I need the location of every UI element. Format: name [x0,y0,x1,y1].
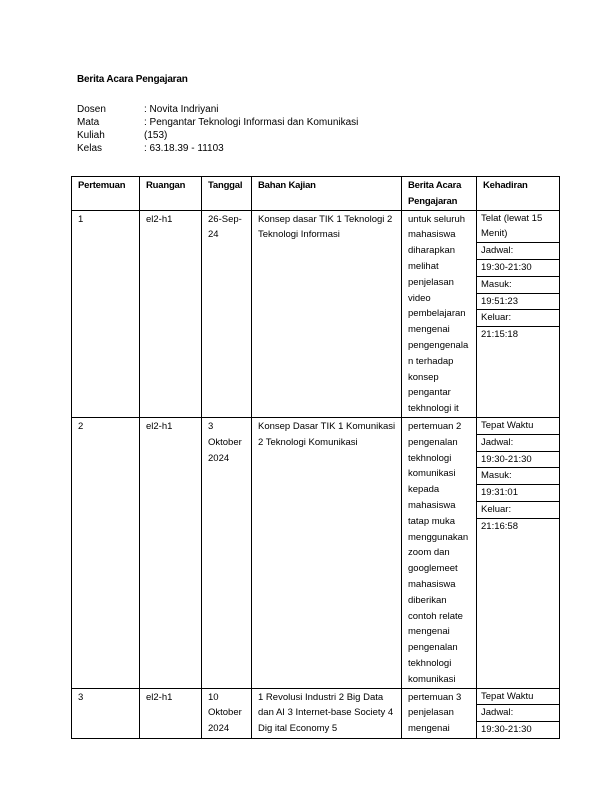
kehadiran-cell [477,688,560,738]
matakuliah-value-1: : Pengantar Teknologi Informasi dan Komunikasi [144,117,359,128]
jadwal-label: Jadwal: [477,243,559,260]
header-berita-acara: Berita Acara Pengajaran [402,177,477,211]
teaching-record-table [71,176,560,739]
header-ruangan: Ruangan [140,177,202,211]
keluar-label: Keluar: [477,502,559,519]
masuk-value: 19:51:23 [477,294,559,311]
ruangan-cell: el2-h1 [140,417,202,688]
jadwal-label: Jadwal: [477,705,559,722]
table-header-row [72,177,560,211]
kelas-label: Kelas [77,143,103,154]
dosen-label: Dosen [77,104,106,115]
table-row [72,210,560,417]
table-row [72,417,560,688]
header-tanggal: Tanggal [202,177,252,211]
masuk-label: Masuk: [477,277,559,294]
pertemuan-cell: 2 [72,417,140,688]
jadwal-value: 19:30-21:30 [477,452,559,469]
bahan-cell: Konsep Dasar TIK 1 Komunikasi 2 Teknologi Komunikasi [252,417,402,688]
tanggal-cell: 3 Oktober 2024 [202,417,252,688]
matakuliah-label-1: Mata [77,117,100,128]
masuk-label: Masuk: [477,468,559,485]
berita-cell: pertemuan 2 pengenalan tekhnologi komunikasi kepada mahasiswa tatap muka menggunakan zoom dan googlemeet mahasiswa diberikan contoh relate mengenai pengenalan tekhnologi komunikasi [402,417,477,688]
keluar-value: 21:15:18 [481,329,518,341]
bahan-cell: Konsep dasar TIK 1 Teknologi 2 Teknologi Informasi [252,210,402,417]
tanggal-cell: 26-Sep-24 [202,210,252,417]
status-text: Telat (lewat 15 Menit) [477,211,559,244]
header-bahan-kajian: Bahan Kajian [252,177,402,211]
header-kehadiran: Kehadiran [477,177,560,211]
header-pertemuan: Pertemuan [72,177,140,211]
kelas-value: : 63.18.39 - 11103 [144,143,224,154]
dosen-value: : Novita Indriyani [144,104,219,115]
jadwal-value: 19:30-21:30 [477,260,559,277]
kehadiran-cell [477,417,560,688]
table-row [72,688,560,738]
pertemuan-cell: 3 [72,688,140,738]
jadwal-label: Jadwal: [477,435,559,452]
bahan-cell: 1 Revolusi Industri 2 Big Data dan AI 3 Internet-base Society 4 Dig ital Economy 5 [252,688,402,738]
berita-cell: untuk seluruh mahasiswa diharapkan melihat penjelasan video pembelajaran mengenai pengengenalan terhadap konsep pengantar tekhnologi it [402,210,477,417]
keluar-value: 21:16:58 [481,520,518,532]
tanggal-cell: 10 Oktober 2024 [202,688,252,738]
matakuliah-value-2: (153) [144,130,168,141]
ruangan-cell: el2-h1 [140,688,202,738]
jadwal-value: 19:30-21:30 [481,724,532,736]
status-text: Tepat Waktu [477,689,559,706]
berita-cell: pertemuan 3 penjelasan mengenai [402,688,477,738]
masuk-value: 19:31:01 [477,485,559,502]
pertemuan-cell: 1 [72,210,140,417]
matakuliah-label-2: Kuliah [77,130,105,141]
keluar-label: Keluar: [477,310,559,327]
document-title: Berita Acara Pengajaran [77,74,188,85]
kehadiran-cell [477,210,560,417]
ruangan-cell: el2-h1 [140,210,202,417]
status-text: Tepat Waktu [477,418,559,435]
